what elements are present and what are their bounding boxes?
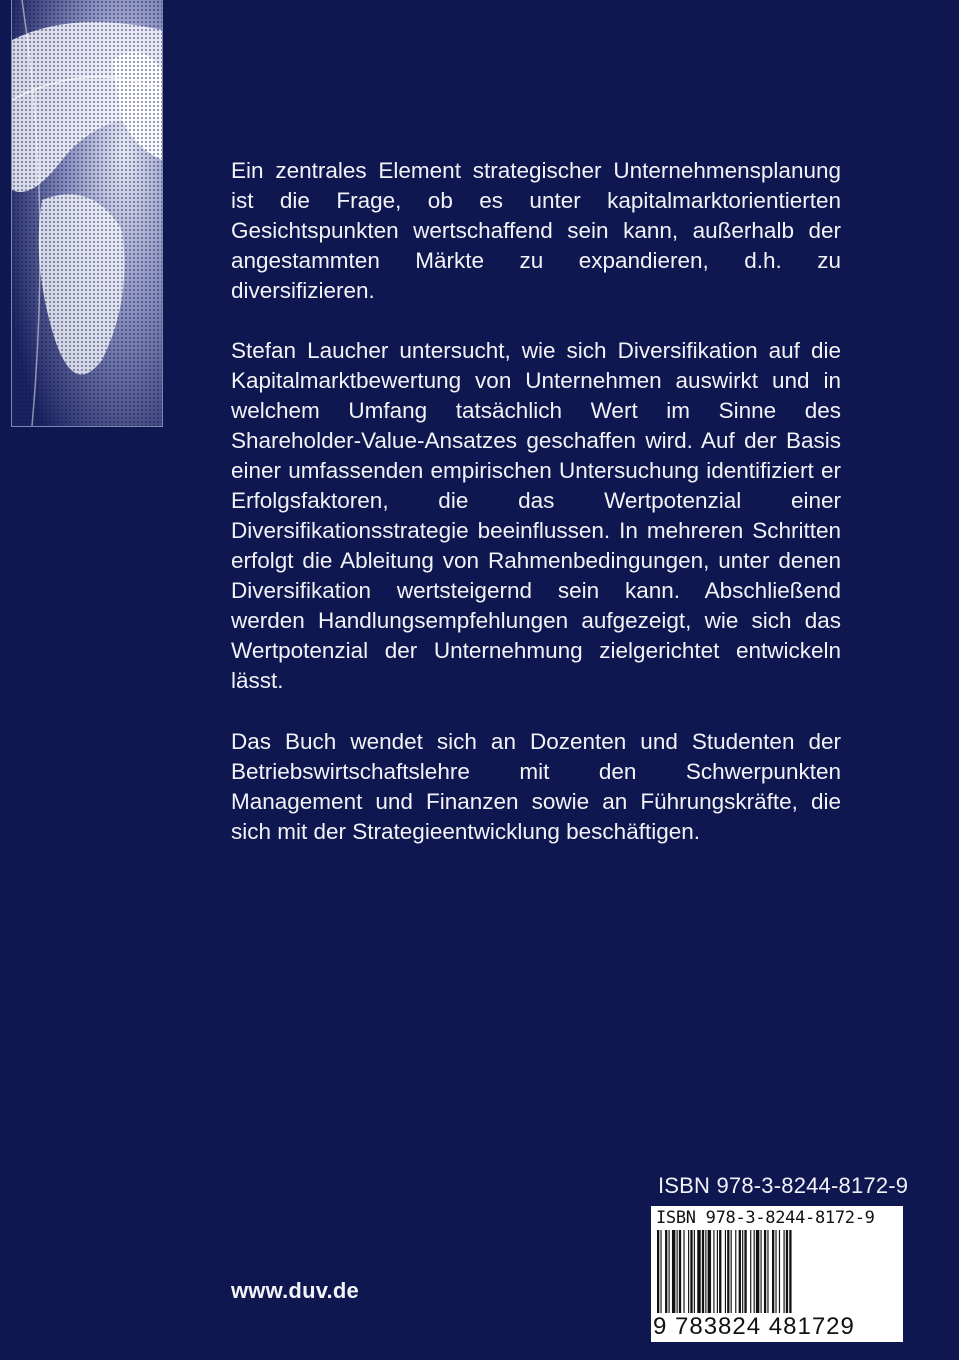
globe-illustration [12, 0, 162, 426]
blurb-paragraph-3: Das Buch wendet sich an Dozenten und Studenten der Betriebswirtschaftslehre mit den Schwerpunkten Management und Finanzen sowie an Führungskräfte, die sich mit der Strategieentwicklung beschäftigen. [231, 729, 841, 844]
blurb-paragraph-1: Ein zentrales Element strategischer Unternehmensplanung ist die Frage, ob es unter kapitalmarktorientierten Gesichtspunkten wertschaffend sein kann, außerhalb der angestammten Märkte zu expandieren, d.h. zu diversifizieren. [231, 158, 841, 303]
barcode-digits: 9 783824 481729 [653, 1313, 901, 1341]
barcode-isbn-line: ISBN 978-3-8244-8172-9 [656, 1208, 875, 1228]
publisher-url[interactable]: www.duv.de [231, 1278, 359, 1303]
globe-icon [12, 0, 162, 426]
blurb-paragraph-2: Stefan Laucher untersucht, wie sich Diversifikation auf die Kapitalmarktbewertung von Unternehmen auswirkt und in welchem Umfang tatsächlich Wert im Sinne des Shareholder-Value-Ansatzes geschaffen wird. Auf der Basis einer umfassenden empirischen Untersuchung identifiziert er Erfolgsfaktoren, die das Wertpotenzial einer Diversifikationsstrategie beeinflussen. In mehreren Schritten erfolgt die Ableitung von Rahmenbedingungen, unter denen Diversifikation wertsteigernd sein kann. Abschließend werden Handlungsempfehlungen aufgezeigt, wie sich das Wertpotenzial der Unternehmung zielgerichtet entwickeln lässt. [231, 338, 841, 693]
barcode-bars [657, 1230, 897, 1320]
isbn-label: ISBN 978-3-8244-8172-9 [658, 1173, 909, 1198]
barcode [651, 1206, 903, 1342]
